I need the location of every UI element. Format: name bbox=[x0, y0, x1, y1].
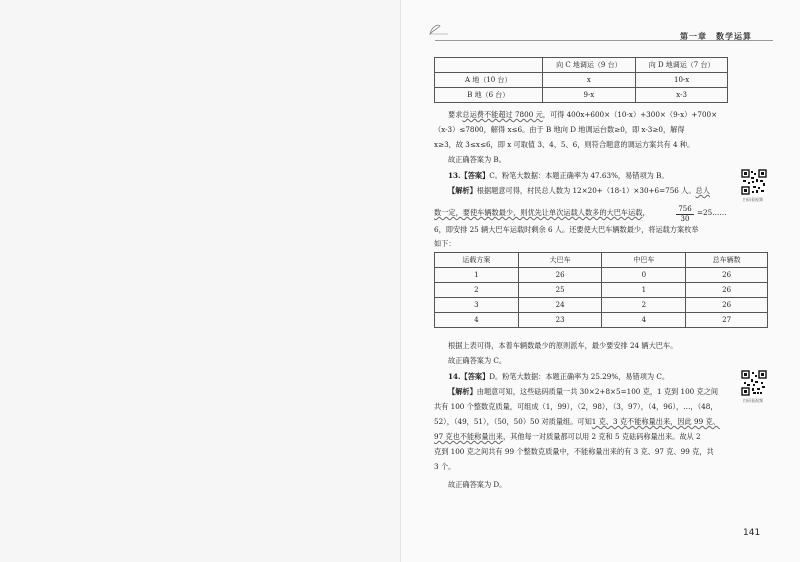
table-cell: 24 bbox=[518, 298, 602, 313]
q14-analysis-line-5: 克到 100 克之间共有 99 个整数克质量中，不能称量出来的有 3 克、97 克、99 克，共 bbox=[434, 447, 714, 456]
table-header-cell: 大巴车 bbox=[518, 253, 602, 268]
q12-text: ，可得 400x+600×（10-x）+300×（9-x）+700× bbox=[542, 110, 718, 119]
q14-analysis-line-2: 共有 100 个整数克质量，可组成（1，99），（2，98），（3，97），（4，96），…，（48， bbox=[434, 402, 718, 411]
q14-answer-text: D。粉笔大数据：本题正确率为 25.29%，易错项为 C。 bbox=[489, 372, 670, 381]
table-header-row bbox=[435, 58, 728, 73]
table-header-row bbox=[435, 253, 768, 268]
table-cell: 4 bbox=[435, 313, 519, 328]
q13-answer-label: 13.【答案】 bbox=[448, 171, 490, 180]
table-header-cell bbox=[435, 58, 543, 73]
table-header-cell: 运载方案 bbox=[435, 253, 519, 268]
loading-plan-table bbox=[434, 252, 768, 328]
q13-analysis-text: ， bbox=[642, 208, 650, 217]
q14-conclusion: 故正确答案为 D。 bbox=[448, 480, 507, 489]
q14-analysis-line-4 bbox=[434, 431, 701, 442]
table-cell: 2 bbox=[602, 298, 686, 313]
leaf-decoration-icon bbox=[428, 22, 450, 36]
fraction-denominator: 30 bbox=[680, 215, 690, 223]
q13-emphasis: 数一定，要使车辆数最少，则优先让单次运载人数多的大巴车运载 bbox=[434, 208, 643, 217]
table-cell: x-3 bbox=[636, 88, 728, 103]
q14-answer-line bbox=[448, 371, 669, 382]
qr-code-icon[interactable] bbox=[741, 370, 767, 396]
transport-plan-table bbox=[434, 57, 728, 103]
q14-analysis-text: 52），（49，51），（50，50）50 对质量组。可知 bbox=[434, 417, 592, 426]
table-cell: 1 bbox=[602, 283, 686, 298]
table-header-cell: 向 D 地调运（7 台） bbox=[636, 58, 728, 73]
page-number: 141 bbox=[743, 528, 761, 538]
q12-line-2: （x-3）≤7800，解得 x≤6。由于 B 地向 D 地调运台数≥0，即 x-3≥0，解得 bbox=[434, 125, 685, 134]
q14-emphasis: 1 克、3 克不能称量出来，因此 99 克、 bbox=[591, 417, 720, 426]
q12-emphasis: 总运费不能超过 7800 元 bbox=[462, 110, 543, 119]
table-cell: A 地（10 台） bbox=[435, 73, 543, 88]
q13-analysis-line-2 bbox=[434, 207, 650, 218]
q13-analysis-line-3: 6，即安排 25 辆大巴车运载时剩余 6 人。还要使大巴车辆数最少，将运载方案枚举 bbox=[434, 225, 699, 234]
table-cell: 26 bbox=[686, 298, 768, 313]
q13-answer-line bbox=[448, 170, 669, 181]
qr-label: 扫码看视频 bbox=[743, 197, 763, 202]
qr-label: 扫码看视频 bbox=[743, 398, 763, 403]
q14-answer-label: 14.【答案】 bbox=[448, 372, 490, 381]
table-row bbox=[435, 283, 768, 298]
table-cell: 25 bbox=[518, 283, 602, 298]
q13-analysis-label: 【解析】 bbox=[448, 186, 477, 195]
q14-emphasis: 97 克也不能称量出来 bbox=[434, 432, 503, 441]
table-cell: 26 bbox=[686, 283, 768, 298]
fraction-756-30 bbox=[676, 205, 694, 224]
table-cell: 27 bbox=[686, 313, 768, 328]
table-cell: 0 bbox=[602, 268, 686, 283]
qr-code-icon[interactable] bbox=[741, 169, 767, 195]
q14-analysis-label: 【解析】 bbox=[448, 387, 477, 396]
q12-line-3: x≥3，故 3≤x≤6，即 x 可取值 3、4、5、6，则符合题意的调运方案共有 4 种。 bbox=[434, 140, 695, 149]
table-row bbox=[435, 298, 768, 313]
table-cell: 2 bbox=[435, 283, 519, 298]
q12-line-1 bbox=[448, 109, 717, 120]
fraction-numerator: 756 bbox=[676, 205, 694, 215]
q13-analysis-line-1 bbox=[448, 185, 710, 196]
q13-emphasis: 总人 bbox=[695, 186, 710, 195]
q13-analysis-line-4: 如下： bbox=[434, 239, 456, 248]
table-cell: 3 bbox=[435, 298, 519, 313]
table-row bbox=[435, 73, 728, 88]
q13-after-table: 根据上表可得，本着车辆数最少的原则派车，最少要安排 24 辆大巴车。 bbox=[448, 341, 678, 350]
table-header-cell: 总车辆数 bbox=[686, 253, 768, 268]
table-row bbox=[435, 313, 768, 328]
table-row bbox=[435, 268, 768, 283]
q12-text: 要求 bbox=[448, 110, 463, 119]
q13-analysis-text: 根据题意可得，村民总人数为 12×20+（18-1）×30+6=756 人。 bbox=[476, 186, 696, 195]
table-cell: x bbox=[542, 73, 636, 88]
table-cell: 26 bbox=[518, 268, 602, 283]
q14-analysis-line-6: 3 个。 bbox=[434, 462, 456, 471]
table-header-cell: 向 C 地调运（9 台） bbox=[542, 58, 636, 73]
table-cell: 26 bbox=[686, 268, 768, 283]
q13-conclusion: 故正确答案为 C。 bbox=[448, 356, 507, 365]
q14-analysis-line-3 bbox=[434, 416, 720, 427]
chapter-title: 第一章 数学运算 bbox=[680, 32, 752, 41]
table-cell: 9-x bbox=[542, 88, 636, 103]
q14-analysis-text: ，其他每一对质量都可以用 2 克和 5 克砝码称量出来。故从 2 bbox=[502, 432, 701, 441]
table-row bbox=[435, 88, 728, 103]
table-cell: 23 bbox=[518, 313, 602, 328]
table-cell: 1 bbox=[435, 268, 519, 283]
table-cell: 4 bbox=[602, 313, 686, 328]
table-header-cell: 中巴车 bbox=[602, 253, 686, 268]
q13-answer-text: C。粉笔大数据：本题正确率为 47.63%，易错项为 B。 bbox=[489, 171, 669, 180]
q14-analysis-text: 由题意可知，这些砝码质量一共 30×2+8×5=100 克，1 克到 100 克之间 bbox=[476, 387, 719, 396]
q14-analysis-line-1 bbox=[448, 386, 718, 397]
table-cell: B 地（6 台） bbox=[435, 88, 543, 103]
table-cell: 10-x bbox=[636, 73, 728, 88]
q12-conclusion: 故正确答案为 B。 bbox=[448, 155, 506, 164]
fraction-result: =25…… bbox=[697, 208, 727, 217]
